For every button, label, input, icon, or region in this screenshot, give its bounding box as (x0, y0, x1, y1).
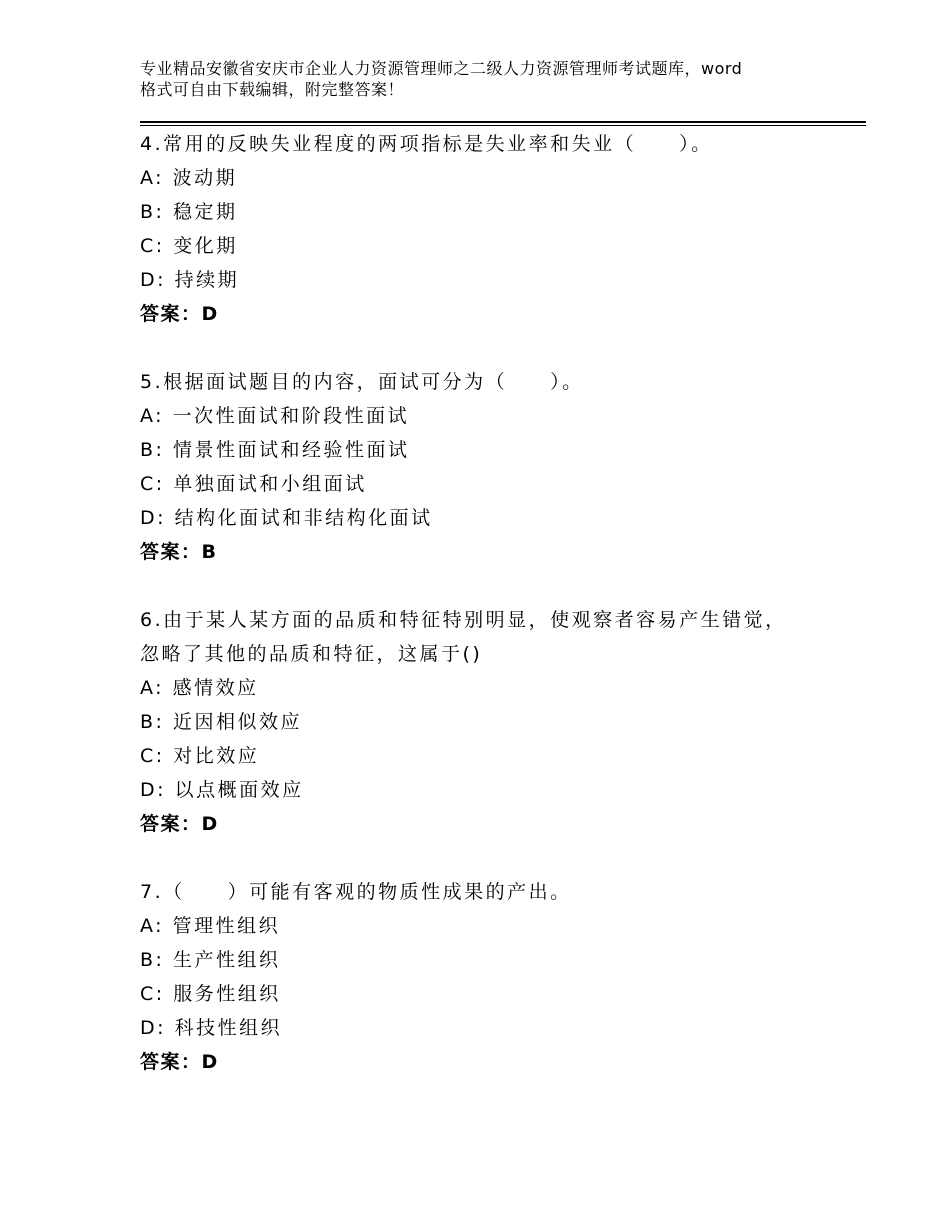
header-line-1: 专业精品安徽省安庆市企业人力资源管理师之二级人力资源管理师考试题库，word (140, 59, 743, 78)
question-spacer (140, 844, 840, 878)
option-a: A: 感情效应 (140, 677, 259, 699)
option-c: C: 变化期 (140, 235, 238, 257)
header-divider-thin (140, 125, 866, 126)
option-d: D: 科技性组织 (140, 1017, 283, 1039)
question-list (140, 130, 840, 1082)
option-a: A: 波动期 (140, 167, 238, 189)
question-stem-line-2: 忽略了其他的品质和特征，这属于() (140, 643, 483, 665)
question-stem-line-1: 6.由于某人某方面的品质和特征特别明显，使观察者容易产生错觉， (140, 609, 787, 631)
answer-label: 答案：D (140, 1051, 219, 1073)
header-divider-thick (140, 121, 866, 123)
question-spacer (140, 572, 840, 606)
option-c: C: 单独面试和小组面试 (140, 473, 367, 495)
option-b: B: 生产性组织 (140, 949, 281, 971)
option-d: D: 结构化面试和非结构化面试 (140, 507, 433, 529)
option-c: C: 服务性组织 (140, 983, 281, 1005)
document-header (140, 58, 830, 100)
question-spacer (140, 334, 840, 368)
option-b: B: 稳定期 (140, 201, 238, 223)
question-stem: 4.常用的反映失业程度的两项指标是失业率和失业（ ）。 (140, 133, 713, 155)
option-c: C: 对比效应 (140, 745, 260, 767)
answer-label: 答案：B (140, 541, 218, 563)
answer-label: 答案：D (140, 813, 219, 835)
option-b: B: 情景性面试和经验性面试 (140, 439, 410, 461)
question-4 (140, 130, 840, 334)
question-stem: 5.根据面试题目的内容，面试可分为（ ）。 (140, 371, 584, 393)
option-a: A: 一次性面试和阶段性面试 (140, 405, 410, 427)
question-stem: 7.（ ）可能有客观的物质性成果的产出。 (140, 881, 572, 903)
answer-label: 答案：D (140, 303, 219, 325)
header-line-2: 格式可自由下载编辑，附完整答案！ (140, 80, 405, 99)
question-7 (140, 878, 840, 1082)
question-6 (140, 606, 840, 844)
option-b: B: 近因相似效应 (140, 711, 302, 733)
question-5 (140, 368, 840, 572)
option-d: D: 持续期 (140, 269, 240, 291)
option-a: A: 管理性组织 (140, 915, 281, 937)
option-d: D: 以点概面效应 (140, 779, 304, 801)
